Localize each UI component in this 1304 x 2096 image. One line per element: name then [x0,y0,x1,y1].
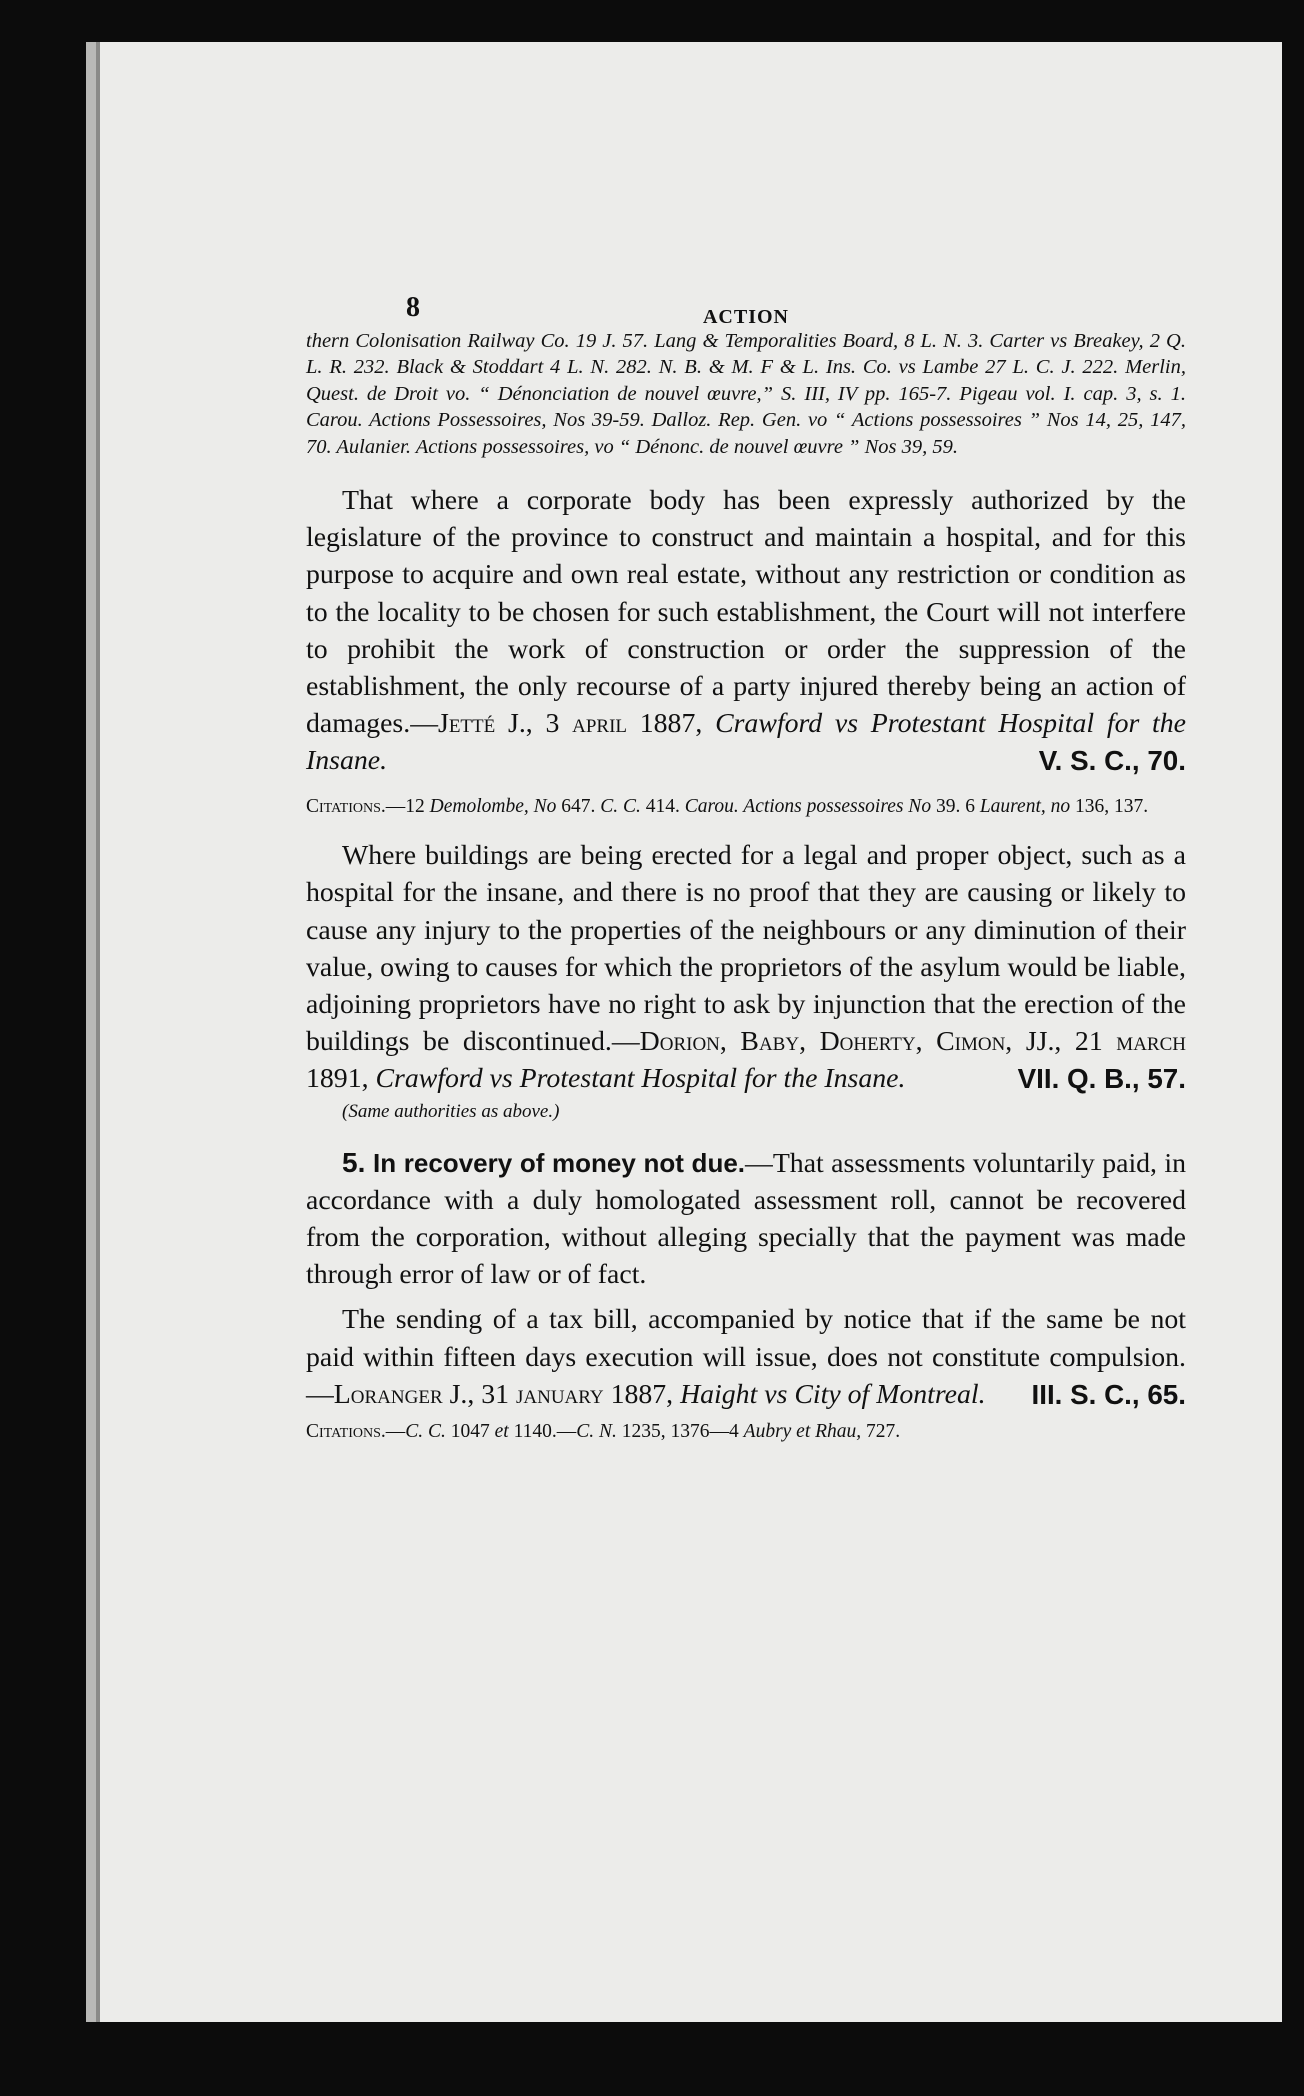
running-head: ACTION [702,306,789,328]
page-text-block [306,270,1186,1445]
page-header [306,270,1186,328]
report-reference: VII. Q. B., 57. [1017,1063,1186,1095]
case-name: Crawford vs Protestant Hospital for the Insane. [375,1063,906,1095]
book-page [86,42,1282,2022]
citations-block: Citations.—12 Demolombe, No 647. C. C. 414. Carou. Actions possessoires No 39. 6 Laurent, no 136, 137. [306,795,1149,817]
paragraph-buildings: Where buildings are being erected for a legal and proper object, such as a hospital for the insane, and there is no proof that they are causing or likely to cause any injury to the properties of the neighbours or any diminution of their value, owing to causes for which the proprietors of the asylum would be liable, adjoining proprietors have no right to ask by injunction that the erection of the buildings be discontinued.—Dorion, Baby, Doherty, Cimon, JJ., 21 march 1891, Crawford vs Protestant Hospital for the Insane. VII. Q. B., 57. [306,837,1186,1097]
judge-name: Jetté [438,708,496,740]
page-number: 8 [406,292,420,323]
paragraph-corporate-body: That where a corporate body has been expressly authorized by the legislature of the province to construct and maintain a hospital, and for this purpose to acquire and own real estate, without any restriction or condition as to the locality to be chosen for such establishment, the Court will not interfere to prohibit the work of construction or order the suppression of the establishment, the only recourse of a party injured thereby being an action of damages.—Jetté J., 3 april 1887, Crawford vs Protestant Hospital for the Insane. V. S. C., 70. [306,482,1186,780]
judge-name: Loranger [333,1378,443,1410]
case-name: Haight vs City of Montreal. [680,1378,986,1410]
citations-block-2: Citations.—C. C. 1047 et 1140.—C. N. 1235, 1376—4 Aubry et Rhau, 727. [306,1421,901,1443]
judge-names: Dorion, Baby, Doherty, Cimon, [639,1026,1013,1058]
case-name: Crawford vs Protestant Hospital for the Insane. [306,708,1186,777]
report-reference: V. S. C., 70. [1038,745,1186,777]
same-authorities-note: (Same authorities as above.) [342,1100,560,1122]
section-5-paragraph: 5. In recovery of money not due.—That assessments voluntarily paid, in accordance with a duly homologated assessment roll, cannot be recovered from the corporation, without alleging specially that the payment was made through error of law or of fact. [306,1146,1187,1291]
section-heading: 5. In recovery of money not due. [342,1146,746,1178]
paragraph-tax-bill: The sending of a tax bill, accompanied by notice that if the same be not paid within fifteen days execution will issue, does not constitute compulsion.—Loranger J., 31 january 1887, Haight vs City of Montreal. III. S. C., 65. [306,1301,1186,1413]
top-citations: thern Colonisation Railway Co. 19 J. 57. Lang & Temporalities Board, 8 L. N. 3. Carter vs Breakey, 2 Q. L. R. 232. Black & Stoddart 4 L. N. 282. N. B. & M. F & L. Ins. Co. vs Lambe 27 L. C. J. 222. Merlin, Quest. de Droit vo. “ Dénonciation de nouvel œuvre,” S. III, IV pp. 165-7. Pigeau vol. I. cap. 3, s. 1. Carou. Actions Possessoires, Nos 39-59. Dalloz. Rep. Gen. vo “ Actions possessoires ” Nos 14, 25, 147, 70. Aulanier. Actions possessoires, vo “ Dénonc. de nouvel œuvre ” Nos 39, 59. [306,330,1186,458]
report-reference: III. S. C., 65. [1031,1378,1186,1410]
